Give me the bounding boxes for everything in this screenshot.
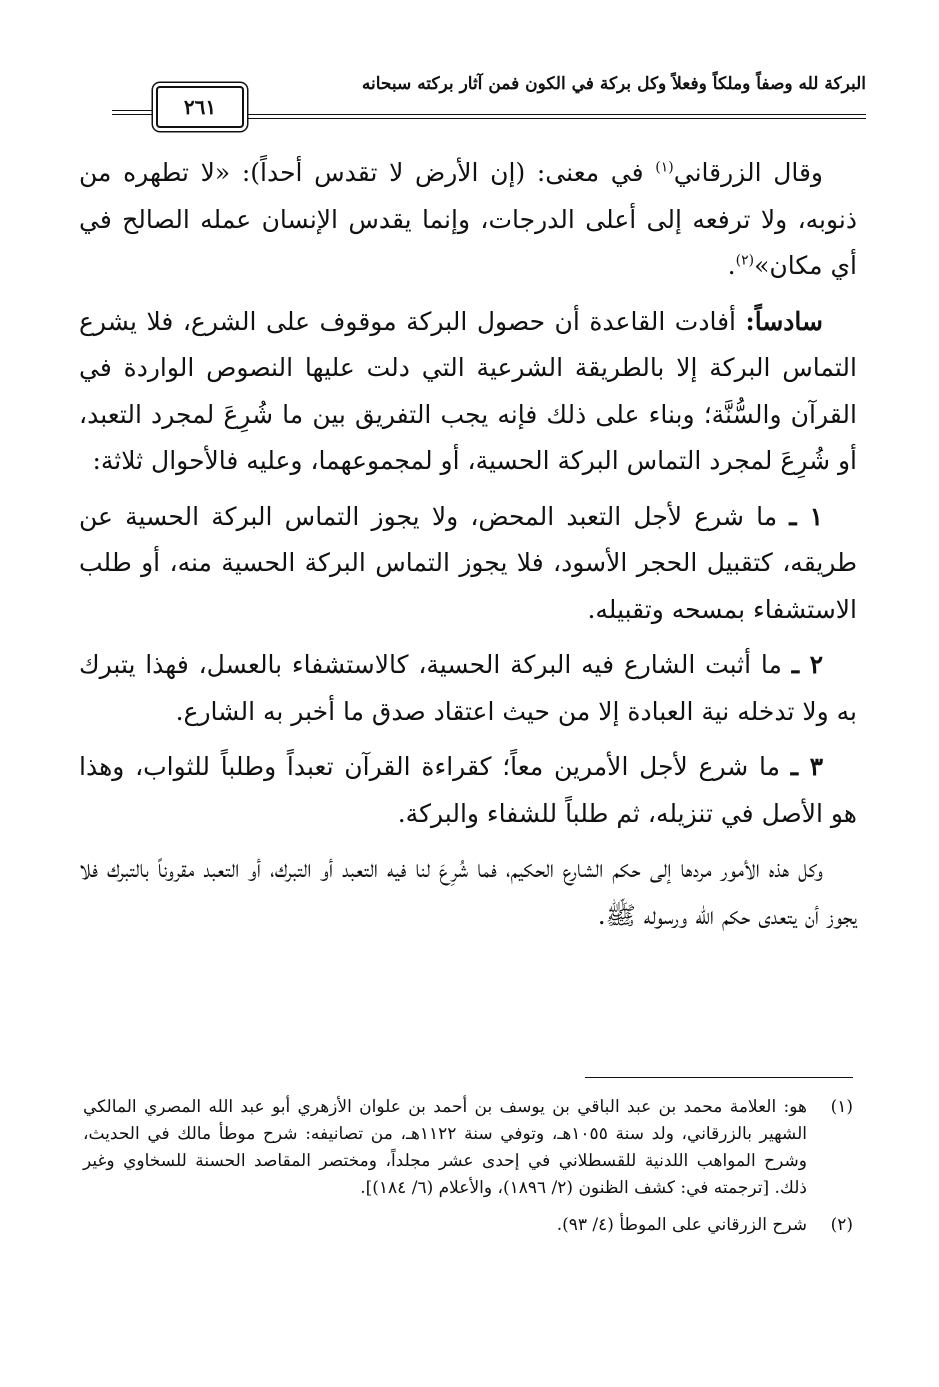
footnote-ref-2: (٢) bbox=[735, 252, 755, 269]
paragraph-sixth bbox=[79, 299, 857, 485]
paragraph-text: . bbox=[727, 251, 736, 280]
footnote-separator bbox=[585, 1077, 853, 1078]
footnote-number: (١) bbox=[830, 1097, 853, 1117]
list-number: ١ ـ bbox=[789, 501, 824, 531]
footnote-number: (٢) bbox=[830, 1215, 853, 1235]
paragraph-text: وقال الزرقاني bbox=[673, 158, 823, 187]
list-item-3 bbox=[79, 744, 857, 837]
list-text: ما أثبت الشارع فيه البركة الحسية، كالاستشفاء بالعسل، فهذا يتبرك به ولا تدخله نية العبادة إلا من حيث اعتقاد صدق ما أخبر به الشارع. bbox=[79, 650, 857, 726]
paragraph-text: أفادت القاعدة أن حصول البركة موقوف على الشرع، فلا يشرع التماس البركة إلا بالطريقة الشرعية التي دلت عليها النصوص الواردة في القرآن والسُّنَّة؛ وبناء على ذلك فإنه يجب التفريق بين ما شُرِعَ لمجرد التعبد، أو شُرِعَ لمجرد التماس البركة الحسية، أو لمجموعهما، وعليه فالأحوال ثلاثة: bbox=[79, 306, 857, 475]
running-title: البركة لله وصفاً وملكاً وفعلاً وكل بركة في الكون فمن آثار بركته سبحانه bbox=[361, 74, 866, 94]
list-number: ٢ ـ bbox=[791, 650, 824, 679]
footnote-2 bbox=[83, 1212, 853, 1239]
paragraph-text: في معنى: (إن الأرض لا تقدس أحداً): «لا تطهره من ذنوبه، ولا ترفعه إلى أعلى الدرجات، وإنما يقدس الإنسان عمله الصالح في أي مكان» bbox=[79, 158, 857, 280]
list-item-1 bbox=[79, 494, 857, 634]
footnotes bbox=[83, 1094, 853, 1249]
paragraph-lead: سادساً: bbox=[745, 306, 823, 336]
list-text: ما شرع لأجل التعبد المحض، ولا يجوز التماس البركة الحسية عن طريقه، كتقبيل الحجر الأسود، فلا يجوز التماس البركة الحسية منه، أو طلب الاستشفاء بمسحه وتقبيله. bbox=[79, 501, 857, 624]
header-rule bbox=[246, 114, 866, 119]
page-header bbox=[112, 68, 866, 128]
main-text bbox=[79, 150, 857, 948]
list-number: ٣ ـ bbox=[790, 752, 823, 781]
list-item-2 bbox=[79, 642, 857, 735]
footnote-ref-1: (١) bbox=[655, 159, 674, 176]
paragraph-text: وكل هذه الأمور مردها إلى حكم الشارع الحكيم، فما شُرِعَ لنا فيه التعبد أو التبرك، أو التعبد مقروناً بالتبرك فلا يجوز أن يتعدى حكم الله ورسوله ﷺ. bbox=[79, 854, 857, 930]
footnote-text: هو: العلامة محمد بن عبد الباقي بن يوسف بن أحمد بن علوان الأزهري أبو عبد الله المصري المالكي الشهير بالزرقاني، ولد سنة ١٠٥٥هـ، وتوفي سنة ١١٢٢هـ، من تصانيفه: شرح موطأ مالك في الحديث، وشرح المواهب اللدنية للقسطلاني في إحدى عشر مجلداً، ومختصر المقاصد الحسنة للسخاوي وغير ذلك. [ترجمته في: كشف الظنون (٢/ ١٨٩٦)، والأعلام (٦/ ١٨٤)]. bbox=[83, 1097, 807, 1198]
page-number: ٢٦١ bbox=[156, 86, 244, 128]
list-text: ما شرع لأجل الأمرين معاً؛ كقراءة القرآن تعبداً وطلباً للثواب، وهذا هو الأصل في تنزيله، ثم طلباً للشفاء والبركة. bbox=[79, 752, 857, 828]
paragraph-conclusion bbox=[79, 846, 857, 939]
header-rule-left bbox=[112, 110, 152, 115]
footnote-text: شرح الزرقاني على الموطأ (٤/ ٩٣). bbox=[556, 1215, 807, 1235]
footnote-1 bbox=[83, 1094, 853, 1202]
paragraph-zurqani-quote bbox=[79, 150, 857, 290]
